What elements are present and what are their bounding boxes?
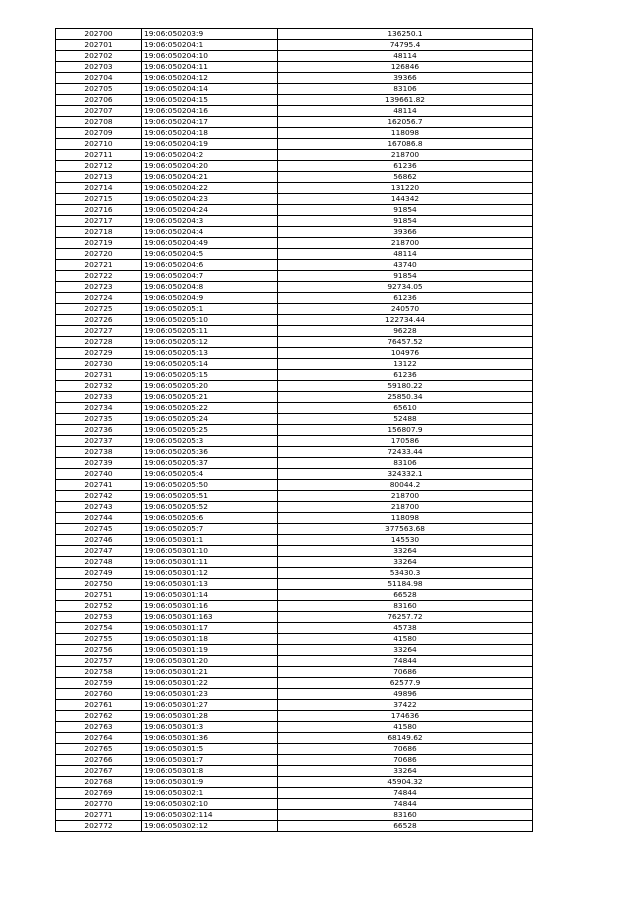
value-cell: 218700: [278, 491, 533, 502]
value-cell: 52488: [278, 414, 533, 425]
table-row: [56, 447, 533, 458]
row-number-cell: 202765: [56, 744, 142, 755]
cadastral-number-cell: 19:06:050301:23: [142, 689, 278, 700]
table-row: [56, 535, 533, 546]
row-number-cell: 202761: [56, 700, 142, 711]
table-row: [56, 524, 533, 535]
table-row: [56, 403, 533, 414]
value-cell: 174636: [278, 711, 533, 722]
table-row: [56, 579, 533, 590]
cadastral-number-cell: 19:06:050204:5: [142, 249, 278, 260]
table-row: [56, 458, 533, 469]
value-cell: 118098: [278, 128, 533, 139]
cadastral-number-cell: 19:06:050301:22: [142, 678, 278, 689]
cadastral-number-cell: 19:06:050301:14: [142, 590, 278, 601]
row-number-cell: 202733: [56, 392, 142, 403]
row-number-cell: 202721: [56, 260, 142, 271]
value-cell: 62577.9: [278, 678, 533, 689]
table-row: [56, 172, 533, 183]
row-number-cell: 202741: [56, 480, 142, 491]
row-number-cell: 202770: [56, 799, 142, 810]
value-cell: 91854: [278, 216, 533, 227]
row-number-cell: 202711: [56, 150, 142, 161]
cadastral-number-cell: 19:06:050205:15: [142, 370, 278, 381]
value-cell: 377563.68: [278, 524, 533, 535]
row-number-cell: 202762: [56, 711, 142, 722]
value-cell: 48114: [278, 51, 533, 62]
table-row: [56, 106, 533, 117]
row-number-cell: 202720: [56, 249, 142, 260]
table-row: [56, 216, 533, 227]
table-row: [56, 568, 533, 579]
row-number-cell: 202754: [56, 623, 142, 634]
table-row: [56, 546, 533, 557]
value-cell: 61236: [278, 293, 533, 304]
table-row: [56, 73, 533, 84]
cadastral-number-cell: 19:06:050301:27: [142, 700, 278, 711]
value-cell: 104976: [278, 348, 533, 359]
row-number-cell: 202772: [56, 821, 142, 832]
table-row: [56, 161, 533, 172]
table-row: [56, 326, 533, 337]
cadastral-number-cell: 19:06:050205:10: [142, 315, 278, 326]
cadastral-number-cell: 19:06:050205:11: [142, 326, 278, 337]
row-number-cell: 202700: [56, 29, 142, 40]
row-number-cell: 202771: [56, 810, 142, 821]
cadastral-number-cell: 19:06:050302:12: [142, 821, 278, 832]
table-row: [56, 95, 533, 106]
table-row: [56, 282, 533, 293]
table-row: [56, 436, 533, 447]
value-cell: 41580: [278, 722, 533, 733]
row-number-cell: 202768: [56, 777, 142, 788]
row-number-cell: 202722: [56, 271, 142, 282]
value-cell: 39366: [278, 227, 533, 238]
cadastral-number-cell: 19:06:050205:21: [142, 392, 278, 403]
row-number-cell: 202751: [56, 590, 142, 601]
row-number-cell: 202756: [56, 645, 142, 656]
row-number-cell: 202742: [56, 491, 142, 502]
cadastral-number-cell: 19:06:050205:13: [142, 348, 278, 359]
cadastral-number-cell: 19:06:050205:36: [142, 447, 278, 458]
table-row: [56, 205, 533, 216]
value-cell: 33264: [278, 645, 533, 656]
table-row: [56, 469, 533, 480]
cadastral-number-cell: 19:06:050205:14: [142, 359, 278, 370]
value-cell: 43740: [278, 260, 533, 271]
value-cell: 68149.62: [278, 733, 533, 744]
table-row: [56, 656, 533, 667]
value-cell: 74844: [278, 788, 533, 799]
value-cell: 45904.32: [278, 777, 533, 788]
value-cell: 218700: [278, 502, 533, 513]
table-row: [56, 51, 533, 62]
row-number-cell: 202747: [56, 546, 142, 557]
cadastral-number-cell: 19:06:050301:36: [142, 733, 278, 744]
table-row: [56, 799, 533, 810]
cadastral-number-cell: 19:06:050301:10: [142, 546, 278, 557]
cadastral-number-cell: 19:06:050205:24: [142, 414, 278, 425]
row-number-cell: 202705: [56, 84, 142, 95]
value-cell: 41580: [278, 634, 533, 645]
cadastral-number-cell: 19:06:050204:20: [142, 161, 278, 172]
row-number-cell: 202707: [56, 106, 142, 117]
row-number-cell: 202766: [56, 755, 142, 766]
row-number-cell: 202713: [56, 172, 142, 183]
value-cell: 126846: [278, 62, 533, 73]
table-row: [56, 84, 533, 95]
cadastral-number-cell: 19:06:050204:7: [142, 271, 278, 282]
cadastral-number-cell: 19:06:050301:28: [142, 711, 278, 722]
row-number-cell: 202760: [56, 689, 142, 700]
value-cell: 324332.1: [278, 469, 533, 480]
cadastral-number-cell: 19:06:050203:9: [142, 29, 278, 40]
cadastral-number-cell: 19:06:050301:21: [142, 667, 278, 678]
value-cell: 61236: [278, 370, 533, 381]
table-row: [56, 315, 533, 326]
cadastral-number-cell: 19:06:050204:3: [142, 216, 278, 227]
value-cell: 83160: [278, 601, 533, 612]
cadastral-number-cell: 19:06:050205:25: [142, 425, 278, 436]
row-number-cell: 202752: [56, 601, 142, 612]
row-number-cell: 202746: [56, 535, 142, 546]
value-cell: 145530: [278, 535, 533, 546]
cadastral-number-cell: 19:06:050204:17: [142, 117, 278, 128]
table-row: [56, 612, 533, 623]
value-cell: 66528: [278, 590, 533, 601]
cadastral-number-cell: 19:06:050204:12: [142, 73, 278, 84]
value-cell: 91854: [278, 271, 533, 282]
row-number-cell: 202763: [56, 722, 142, 733]
row-number-cell: 202769: [56, 788, 142, 799]
value-cell: 96228: [278, 326, 533, 337]
table-row: [56, 634, 533, 645]
value-cell: 33264: [278, 766, 533, 777]
value-cell: 66528: [278, 821, 533, 832]
cadastral-number-cell: 19:06:050301:12: [142, 568, 278, 579]
value-cell: 70686: [278, 667, 533, 678]
row-number-cell: 202734: [56, 403, 142, 414]
value-cell: 49896: [278, 689, 533, 700]
table-row: [56, 183, 533, 194]
row-number-cell: 202719: [56, 238, 142, 249]
row-number-cell: 202701: [56, 40, 142, 51]
row-number-cell: 202704: [56, 73, 142, 84]
cadastral-number-cell: 19:06:050301:19: [142, 645, 278, 656]
cadastral-number-cell: 19:06:050301:11: [142, 557, 278, 568]
cadastral-number-cell: 19:06:050205:22: [142, 403, 278, 414]
cadastral-number-cell: 19:06:050301:7: [142, 755, 278, 766]
row-number-cell: 202743: [56, 502, 142, 513]
value-cell: 162056.7: [278, 117, 533, 128]
table-row: [56, 249, 533, 260]
table-row: [56, 271, 533, 282]
cadastral-number-cell: 19:06:050204:14: [142, 84, 278, 95]
table-row: [56, 304, 533, 315]
value-cell: 74795.4: [278, 40, 533, 51]
value-cell: 76457.52: [278, 337, 533, 348]
row-number-cell: 202725: [56, 304, 142, 315]
row-number-cell: 202735: [56, 414, 142, 425]
value-cell: 48114: [278, 249, 533, 260]
row-number-cell: 202726: [56, 315, 142, 326]
value-cell: 37422: [278, 700, 533, 711]
cadastral-number-cell: 19:06:050205:37: [142, 458, 278, 469]
cadastral-number-cell: 19:06:050205:7: [142, 524, 278, 535]
cadastral-number-cell: 19:06:050204:22: [142, 183, 278, 194]
row-number-cell: 202748: [56, 557, 142, 568]
cadastral-number-cell: 19:06:050301:17: [142, 623, 278, 634]
table-row: [56, 359, 533, 370]
table-row: [56, 689, 533, 700]
table-row: [56, 381, 533, 392]
cadastral-number-cell: 19:06:050204:10: [142, 51, 278, 62]
data-table: [55, 28, 533, 832]
cadastral-number-cell: 19:06:050204:18: [142, 128, 278, 139]
value-cell: 156807.9: [278, 425, 533, 436]
value-cell: 45738: [278, 623, 533, 634]
value-cell: 240570: [278, 304, 533, 315]
table-row: [56, 788, 533, 799]
row-number-cell: 202715: [56, 194, 142, 205]
row-number-cell: 202708: [56, 117, 142, 128]
cadastral-number-cell: 19:06:050301:163: [142, 612, 278, 623]
table-row: [56, 821, 533, 832]
cadastral-number-cell: 19:06:050302:114: [142, 810, 278, 821]
cadastral-number-cell: 19:06:050302:1: [142, 788, 278, 799]
row-number-cell: 202702: [56, 51, 142, 62]
table-row: [56, 414, 533, 425]
table-row: [56, 678, 533, 689]
table-row: [56, 667, 533, 678]
table-row: [56, 150, 533, 161]
table-body: [56, 29, 533, 832]
cadastral-number-cell: 19:06:050301:9: [142, 777, 278, 788]
value-cell: 74844: [278, 656, 533, 667]
table-row: [56, 810, 533, 821]
table-row: [56, 744, 533, 755]
value-cell: 218700: [278, 150, 533, 161]
value-cell: 136250.1: [278, 29, 533, 40]
value-cell: 39366: [278, 73, 533, 84]
table-row: [56, 513, 533, 524]
cadastral-number-cell: 19:06:050301:3: [142, 722, 278, 733]
row-number-cell: 202737: [56, 436, 142, 447]
value-cell: 74844: [278, 799, 533, 810]
cadastral-number-cell: 19:06:050302:10: [142, 799, 278, 810]
table-row: [56, 348, 533, 359]
row-number-cell: 202738: [56, 447, 142, 458]
table-row: [56, 238, 533, 249]
table-row: [56, 557, 533, 568]
cadastral-number-cell: 19:06:050204:24: [142, 205, 278, 216]
value-cell: 53430.3: [278, 568, 533, 579]
row-number-cell: 202757: [56, 656, 142, 667]
table-row: [56, 227, 533, 238]
cadastral-number-cell: 19:06:050205:20: [142, 381, 278, 392]
row-number-cell: 202724: [56, 293, 142, 304]
value-cell: 144342: [278, 194, 533, 205]
cadastral-number-cell: 19:06:050205:1: [142, 304, 278, 315]
cadastral-number-cell: 19:06:050301:18: [142, 634, 278, 645]
cadastral-number-cell: 19:06:050204:9: [142, 293, 278, 304]
cadastral-number-cell: 19:06:050205:12: [142, 337, 278, 348]
row-number-cell: 202732: [56, 381, 142, 392]
row-number-cell: 202729: [56, 348, 142, 359]
row-number-cell: 202717: [56, 216, 142, 227]
cadastral-number-cell: 19:06:050204:4: [142, 227, 278, 238]
cadastral-number-cell: 19:06:050204:8: [142, 282, 278, 293]
value-cell: 48114: [278, 106, 533, 117]
table-row: [56, 590, 533, 601]
value-cell: 170586: [278, 436, 533, 447]
table-row: [56, 117, 533, 128]
cadastral-number-cell: 19:06:050205:6: [142, 513, 278, 524]
table-row: [56, 755, 533, 766]
table-row: [56, 29, 533, 40]
value-cell: 70686: [278, 744, 533, 755]
table-row: [56, 777, 533, 788]
value-cell: 131220: [278, 183, 533, 194]
table-row: [56, 392, 533, 403]
row-number-cell: 202731: [56, 370, 142, 381]
value-cell: 91854: [278, 205, 533, 216]
row-number-cell: 202703: [56, 62, 142, 73]
cadastral-number-cell: 19:06:050301:5: [142, 744, 278, 755]
value-cell: 92734.05: [278, 282, 533, 293]
row-number-cell: 202723: [56, 282, 142, 293]
table-row: [56, 139, 533, 150]
row-number-cell: 202739: [56, 458, 142, 469]
row-number-cell: 202710: [56, 139, 142, 150]
table-row: [56, 293, 533, 304]
value-cell: 33264: [278, 546, 533, 557]
value-cell: 59180.22: [278, 381, 533, 392]
value-cell: 33264: [278, 557, 533, 568]
cadastral-number-cell: 19:06:050204:11: [142, 62, 278, 73]
row-number-cell: 202753: [56, 612, 142, 623]
value-cell: 70686: [278, 755, 533, 766]
row-number-cell: 202750: [56, 579, 142, 590]
table-row: [56, 370, 533, 381]
row-number-cell: 202727: [56, 326, 142, 337]
cadastral-number-cell: 19:06:050204:2: [142, 150, 278, 161]
value-cell: 13122: [278, 359, 533, 370]
table-row: [56, 62, 533, 73]
value-cell: 72433.44: [278, 447, 533, 458]
cadastral-number-cell: 19:06:050205:52: [142, 502, 278, 513]
value-cell: 56862: [278, 172, 533, 183]
table-row: [56, 337, 533, 348]
table-row: [56, 128, 533, 139]
row-number-cell: 202728: [56, 337, 142, 348]
value-cell: 139661.82: [278, 95, 533, 106]
row-number-cell: 202740: [56, 469, 142, 480]
table-row: [56, 766, 533, 777]
row-number-cell: 202755: [56, 634, 142, 645]
value-cell: 122734.44: [278, 315, 533, 326]
table-row: [56, 700, 533, 711]
table-row: [56, 480, 533, 491]
cadastral-number-cell: 19:06:050205:3: [142, 436, 278, 447]
cadastral-number-cell: 19:06:050204:23: [142, 194, 278, 205]
row-number-cell: 202730: [56, 359, 142, 370]
table-row: [56, 623, 533, 634]
value-cell: 25850.34: [278, 392, 533, 403]
cadastral-number-cell: 19:06:050204:6: [142, 260, 278, 271]
cadastral-number-cell: 19:06:050301:16: [142, 601, 278, 612]
table-row: [56, 194, 533, 205]
row-number-cell: 202758: [56, 667, 142, 678]
value-cell: 218700: [278, 238, 533, 249]
cadastral-number-cell: 19:06:050205:51: [142, 491, 278, 502]
row-number-cell: 202706: [56, 95, 142, 106]
table-row: [56, 711, 533, 722]
value-cell: 118098: [278, 513, 533, 524]
cadastral-number-cell: 19:06:050205:4: [142, 469, 278, 480]
row-number-cell: 202716: [56, 205, 142, 216]
row-number-cell: 202764: [56, 733, 142, 744]
row-number-cell: 202718: [56, 227, 142, 238]
table-row: [56, 40, 533, 51]
row-number-cell: 202714: [56, 183, 142, 194]
row-number-cell: 202745: [56, 524, 142, 535]
value-cell: 167086.8: [278, 139, 533, 150]
value-cell: 80044.2: [278, 480, 533, 491]
table-row: [56, 601, 533, 612]
cadastral-number-cell: 19:06:050204:15: [142, 95, 278, 106]
row-number-cell: 202712: [56, 161, 142, 172]
table-row: [56, 733, 533, 744]
table-row: [56, 645, 533, 656]
cadastral-number-cell: 19:06:050204:19: [142, 139, 278, 150]
value-cell: 83160: [278, 810, 533, 821]
cadastral-number-cell: 19:06:050205:50: [142, 480, 278, 491]
table-row: [56, 722, 533, 733]
value-cell: 83106: [278, 84, 533, 95]
cadastral-number-cell: 19:06:050204:49: [142, 238, 278, 249]
row-number-cell: 202744: [56, 513, 142, 524]
row-number-cell: 202749: [56, 568, 142, 579]
row-number-cell: 202759: [56, 678, 142, 689]
cadastral-number-cell: 19:06:050301:13: [142, 579, 278, 590]
cadastral-number-cell: 19:06:050204:16: [142, 106, 278, 117]
cadastral-number-cell: 19:06:050301:8: [142, 766, 278, 777]
table-row: [56, 260, 533, 271]
cadastral-number-cell: 19:06:050204:21: [142, 172, 278, 183]
table-row: [56, 502, 533, 513]
value-cell: 61236: [278, 161, 533, 172]
row-number-cell: 202767: [56, 766, 142, 777]
row-number-cell: 202736: [56, 425, 142, 436]
row-number-cell: 202709: [56, 128, 142, 139]
value-cell: 65610: [278, 403, 533, 414]
value-cell: 76257.72: [278, 612, 533, 623]
value-cell: 51184.98: [278, 579, 533, 590]
cadastral-number-cell: 19:06:050301:1: [142, 535, 278, 546]
cadastral-number-cell: 19:06:050301:20: [142, 656, 278, 667]
table-row: [56, 491, 533, 502]
cadastral-number-cell: 19:06:050204:1: [142, 40, 278, 51]
value-cell: 83106: [278, 458, 533, 469]
table-row: [56, 425, 533, 436]
